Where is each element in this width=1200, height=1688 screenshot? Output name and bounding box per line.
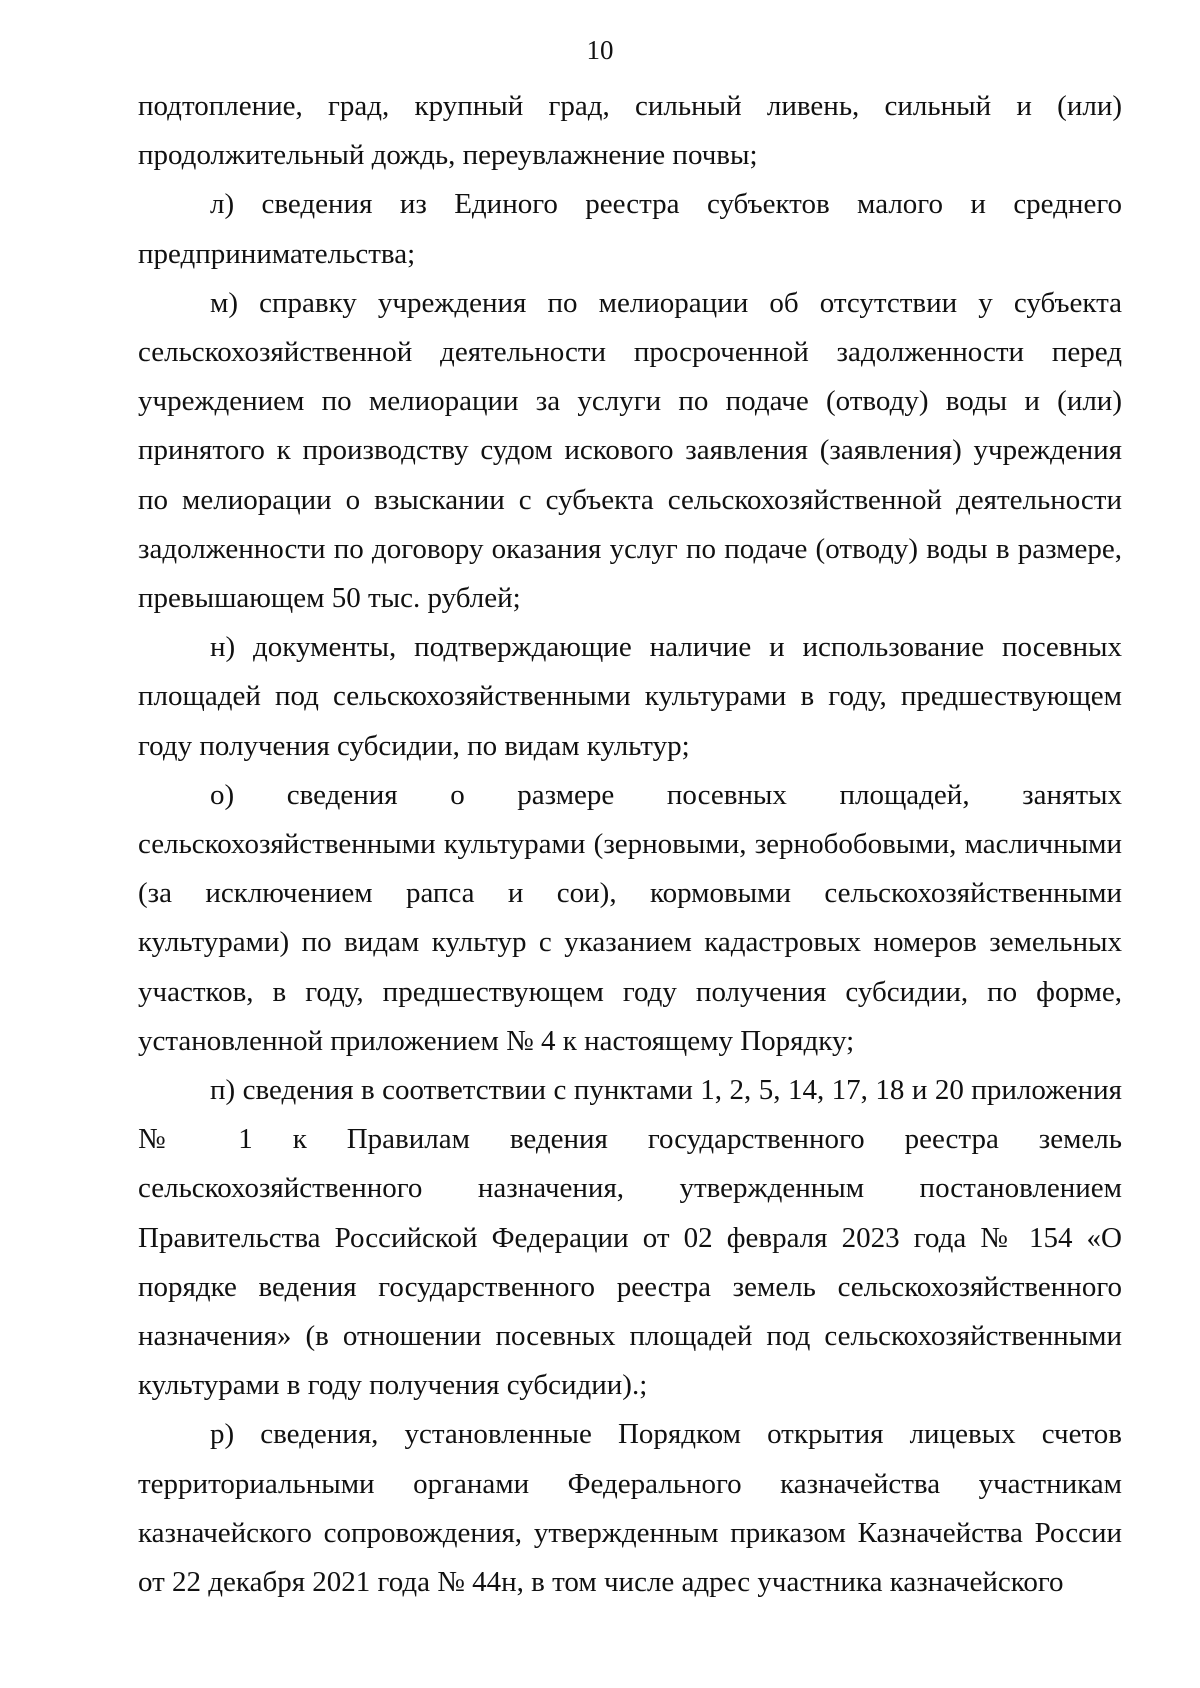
page-number: 10 (586, 35, 614, 65)
paragraph-item-p: п) сведения в соответствии с пунктами 1, 2, 5, 14, 17, 18 и 20 приложения № 1 к Правилам ведения государственного реестра земель сельскохозяйственного назначения, утвержденным постановлением Правительства Российской Федерации от 02 февраля 2023 года № 154 «О порядке ведения государственного реестра земель сельскохозяйственного назначения» (в отношении посевных площадей под сельскохозяйственными культурами в году получения субсидии).; (138, 1074, 1122, 1402)
paragraph-item-l: л) сведения из Единого реестра субъектов малого и среднего предпринимательства; (138, 188, 1122, 270)
paragraph-item-o: о) сведения о размере посевных площадей, занятых сельскохозяйственными культурами (зерновыми, зернобобовыми, масличными (за исключением рапса и сои), кормовыми сельскохозяйственными культурами) по видам культур с указанием кадастровых номеров земельных участков, в году, предшествующем году получения субсидии, по форме, установленной приложением № 4 к настоящему Порядку; (138, 778, 1122, 1057)
document-body (138, 82, 1122, 1607)
paragraph-item-r: р) сведения, установленные Порядком открытия лицевых счетов территориальными органами Федерального казначейства участникам казначейского сопровождения, утвержденным приказом Казначейства России от 22 декабря 2021 года № 44н, в том числе адрес участника казначейского (138, 1418, 1122, 1599)
paragraph-item-n: н) документы, подтверждающие наличие и использование посевных площадей под сельскохозяйственными культурами в году, предшествующем году получения субсидии, по видам культур; (138, 631, 1122, 762)
paragraph-continuation: подтопление, град, крупный град, сильный ливень, сильный и (или) продолжительный дождь, переувлажнение почвы; (138, 90, 1122, 172)
paragraph-item-m: м) справку учреждения по мелиорации об отсутствии у субъекта сельскохозяйственной деятельности просроченной задолженности перед учреждением по мелиорации за услуги по подаче (отводу) воды и (или) принятого к производству судом искового заявления (заявления) учреждения по мелиорации о взыскании с субъекта сельскохозяйственной деятельности задолженности по договору оказания услуг по подаче (отводу) воды в размере, превышающем 50 тыс. рублей; (138, 286, 1122, 615)
